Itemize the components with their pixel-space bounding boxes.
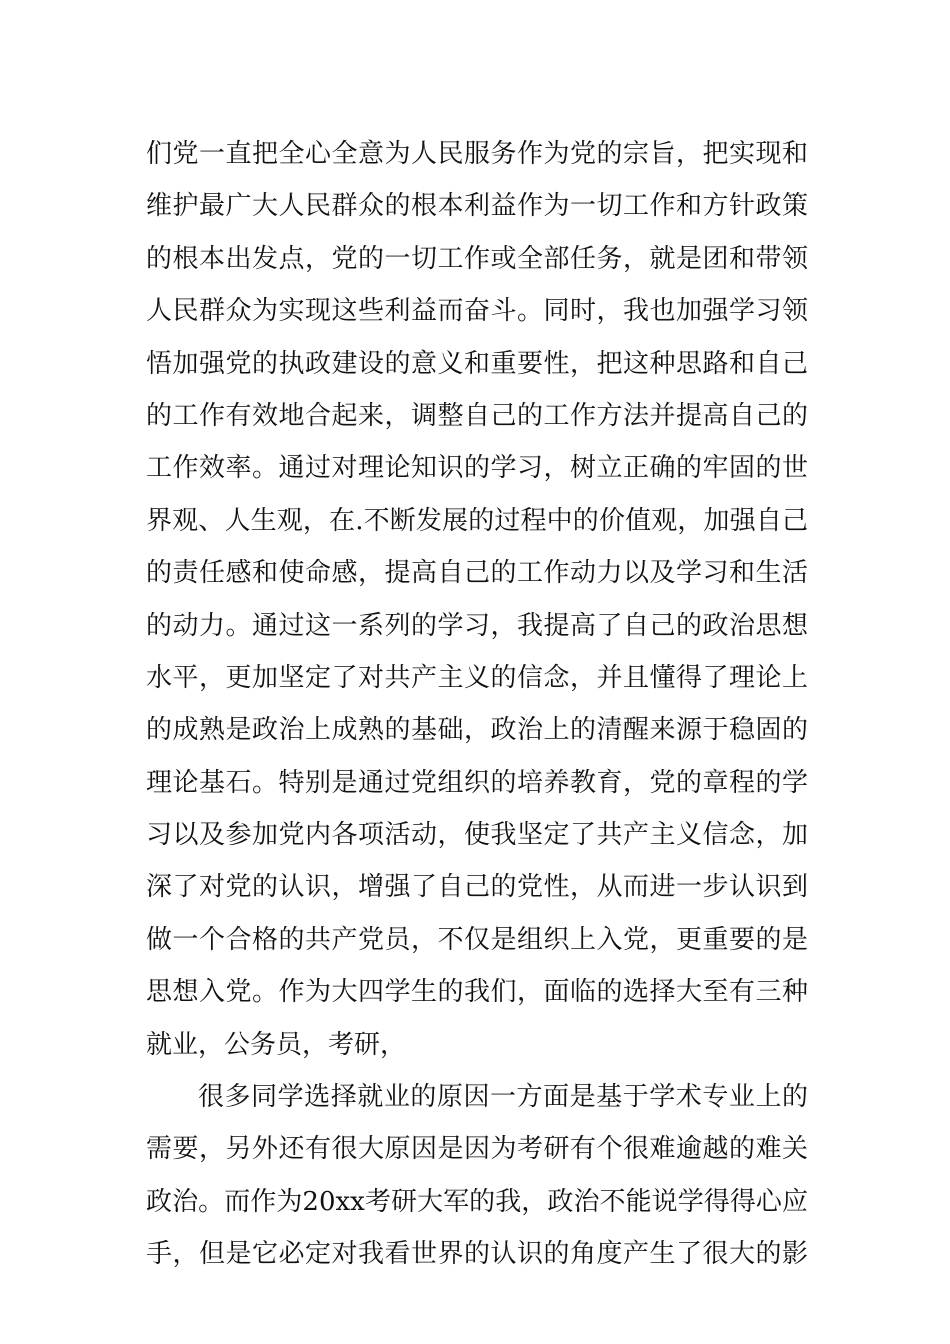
text-line: 政治。而作为20xx考研大军的我，政治不能说学得得心应 bbox=[146, 1186, 808, 1217]
text-line: 的动力。通过这一系列的学习，我提高了自己的政治思想 bbox=[146, 610, 808, 641]
text-line: 的工作有效地合起来，调整自己的工作方法并提高自己的 bbox=[146, 400, 808, 431]
text-line: 的责任感和使命感，提高自己的工作动力以及学习和生活 bbox=[146, 558, 808, 589]
text-line: 习以及参加党内各项活动，使我坚定了共产主义信念，加 bbox=[146, 820, 808, 851]
text-line: 的根本出发点，党的一切工作或全部任务，就是团和带领 bbox=[146, 243, 808, 274]
paragraph-1 bbox=[146, 128, 808, 1071]
text-line: 很多同学选择就业的原因一方面是基于学术专业上的 bbox=[198, 1082, 808, 1113]
text-line: 的成熟是政治上成熟的基础，政治上的清醒来源于稳固的 bbox=[146, 715, 808, 746]
text-line: 们党一直把全心全意为人民服务作为党的宗旨，把实现和 bbox=[146, 139, 808, 169]
paragraph-2 bbox=[146, 1071, 808, 1281]
text-line: 需要，另外还有很大原因是因为考研有个很难逾越的难关 bbox=[146, 1134, 808, 1165]
text-line: 思想入党。作为大四学生的我们，面临的选择大至有三种 bbox=[146, 977, 808, 1008]
text-line: 做一个合格的共产党员，不仅是组织上入党，更重要的是 bbox=[146, 924, 808, 955]
text-line: 就业，公务员，考研， bbox=[146, 1029, 407, 1060]
text-line: 水平，更加坚定了对共产主义的信念，并且懂得了理论上 bbox=[146, 662, 808, 693]
text-line: 人民群众为实现这些利益而奋斗。同时，我也加强学习领 bbox=[146, 296, 808, 327]
text-line: 悟加强党的执政建设的意义和重要性，把这种思路和自己 bbox=[146, 348, 808, 379]
text-line: 界观、人生观，在.不断发展的过程中的价值观，加强自己 bbox=[146, 505, 808, 536]
document-body bbox=[146, 128, 808, 1281]
text-line: 理论基石。特别是通过党组织的培养教育，党的章程的学 bbox=[146, 767, 808, 798]
text-line: 工作效率。通过对理论知识的学习，树立正确的牢固的世 bbox=[146, 453, 808, 484]
text-line: 手，但是它必定对我看世界的认识的角度产生了很大的影 bbox=[146, 1239, 808, 1270]
text-line: 维护最广大人民群众的根本利益作为一切工作和方针政策 bbox=[146, 191, 808, 222]
text-line: 深了对党的认识，增强了自己的党性，从而进一步认识到 bbox=[146, 872, 808, 903]
